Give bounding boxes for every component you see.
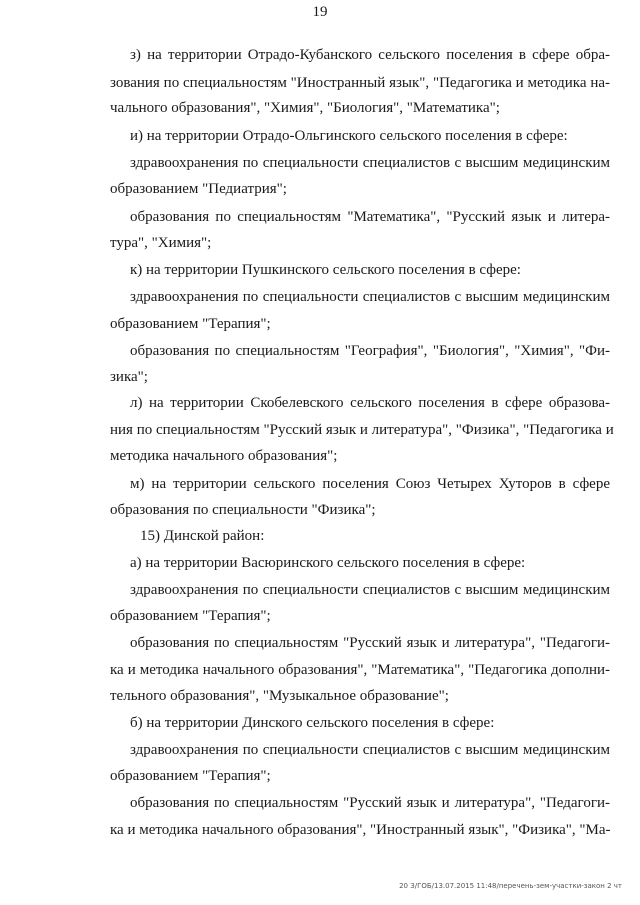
text-line: здравоохранения по специальности специалистов с высшим медицинским bbox=[130, 155, 610, 171]
text-line: з) на территории Отрадо-Кубанского сельского поселения в сфере обра- bbox=[130, 47, 610, 63]
text-line: чального образования", "Химия", "Биология", "Математика"; bbox=[110, 100, 500, 116]
page-number: 19 bbox=[312, 4, 328, 20]
text-line: тура", "Химия"; bbox=[110, 235, 212, 251]
text-line: 15) Динской район: bbox=[140, 528, 265, 544]
text-line: образования по специальностям "География", "Биология", "Химия", "Фи- bbox=[130, 343, 610, 359]
text-line: и) на территории Отрадо-Ольгинского сельского поселения в сфере: bbox=[130, 128, 568, 144]
text-line: образованием "Терапия"; bbox=[110, 316, 271, 332]
text-line: ка и методика начального образования", "Иностранный язык", "Физика", "Ма- bbox=[110, 822, 611, 838]
text-line: образования по специальности "Физика"; bbox=[110, 502, 376, 518]
text-line: а) на территории Васюринского сельского поселения в сфере: bbox=[130, 555, 526, 571]
text-line: образования по специальностям "Русский язык и литература", "Педагоги- bbox=[130, 635, 610, 651]
footer-stamp: 20 З/ГОБ/13.07.2015 11:48/перечень-зем-участки-закон 2 чт bbox=[399, 882, 622, 890]
text-line: методика начального образования"; bbox=[110, 448, 338, 464]
text-line: л) на территории Скобелевского сельского поселения в сфере образова- bbox=[130, 395, 610, 411]
text-line: зования по специальностям "Иностранный язык", "Педагогика и методика на- bbox=[110, 75, 610, 91]
text-line: здравоохранения по специальности специалистов с высшим медицинским bbox=[130, 742, 610, 758]
text-line: ка и методика начального образования", "Математика", "Педагогика дополни- bbox=[110, 662, 610, 678]
text-line: ния по специальностям "Русский язык и литература", "Физика", "Педагогика и bbox=[110, 422, 614, 438]
text-line: м) на территории сельского поселения Союз Четырех Хуторов в сфере bbox=[130, 476, 610, 492]
text-line: образования по специальностям "Математика", "Русский язык и литера- bbox=[130, 209, 610, 225]
text-line: б) на территории Динского сельского поселения в сфере: bbox=[130, 715, 495, 731]
text-line: зика"; bbox=[110, 369, 148, 385]
text-line: образованием "Терапия"; bbox=[110, 608, 271, 624]
text-line: здравоохранения по специальности специалистов с высшим медицинским bbox=[130, 582, 610, 598]
text-line: тельного образования", "Музыкальное образование"; bbox=[110, 688, 449, 704]
text-line: здравоохранения по специальности специалистов с высшим медицинским bbox=[130, 289, 610, 305]
text-line: образованием "Педиатрия"; bbox=[110, 181, 287, 197]
text-line: образования по специальностям "Русский язык и литература", "Педагоги- bbox=[130, 795, 610, 811]
text-line: к) на территории Пушкинского сельского поселения в сфере: bbox=[130, 262, 521, 278]
text-line: образованием "Терапия"; bbox=[110, 768, 271, 784]
